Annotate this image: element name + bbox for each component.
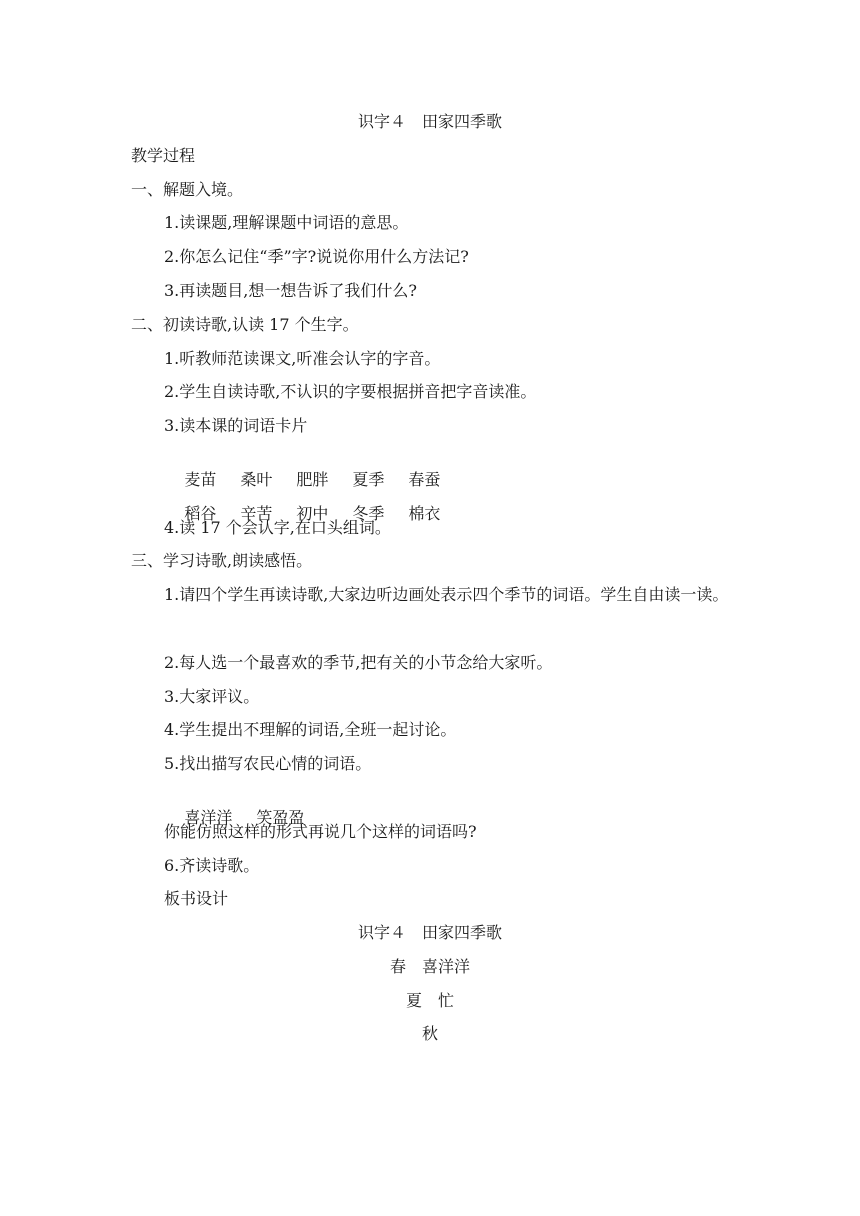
word-card: 辛苦 [240,504,273,523]
section-2-item-3: 3.读本课的词语卡片 [164,416,308,435]
word-card: 春蚕 [408,470,441,489]
process-heading: 教学过程 [131,146,196,165]
section-3-item-5: 5.找出描写农民心情的词语。 [164,754,372,773]
word-card: 夏季 [352,470,385,489]
section-2-item-1: 1.听教师范读课文,听准会认字的字音。 [164,349,441,368]
board-heading: 板书设计 [164,889,229,908]
word-card: 桑叶 [240,470,273,489]
word-card: 初中 [296,504,329,523]
board-row-summer: 夏 忙 [405,991,454,1010]
section-3-item-4: 4.学生提出不理解的词语,全班一起讨论。 [164,720,457,739]
section-1-item-3: 3.再读题目,想一想告诉了我们什么? [164,281,417,300]
mood-word: 喜洋洋 [184,808,233,827]
section-3-item-2: 2.每人选一个最喜欢的季节,把有关的小节念给大家听。 [164,653,553,672]
board-row-spring: 春 喜洋洋 [389,957,470,976]
section-3-heading: 三、学习诗歌,朗读感悟。 [131,551,313,570]
section-1-heading: 一、解题入境。 [131,180,244,199]
section-3-item-1: 1.请四个学生再读诗歌,大家边听边画处表示四个季节的词语。学生自由读一读。 [164,585,729,604]
section-2-item-4: 4.读 17 个会认字,在口头组词。 [164,518,391,537]
word-card: 稻谷 [184,504,217,523]
section-1-item-2: 2.你怎么记住“季”字?说说你用什么方法记? [164,247,469,266]
board-title: 识字４ 田家四季歌 [357,923,502,942]
word-card: 肥胖 [296,470,329,489]
section-3-question: 你能仿照这样的形式再说几个这样的词语吗? [164,822,477,841]
section-2-heading: 二、初读诗歌,认读 17 个生字。 [131,315,359,334]
mood-word: 笑盈盈 [256,808,305,827]
section-3-item-3: 3.大家评议。 [164,687,260,706]
board-row-autumn: 秋 [421,1024,438,1043]
section-1-item-1: 1.读课题,理解课题中词语的意思。 [164,213,409,232]
document-title: 识字４ 田家四季歌 [357,112,502,131]
section-2-item-2: 2.学生自读诗歌,不认识的字要根据拼音把字音读准。 [164,382,537,401]
word-card: 棉衣 [408,504,441,523]
word-card: 冬季 [352,504,385,523]
word-card: 麦苗 [184,470,217,489]
section-3-item-6: 6.齐读诗歌。 [164,856,260,875]
